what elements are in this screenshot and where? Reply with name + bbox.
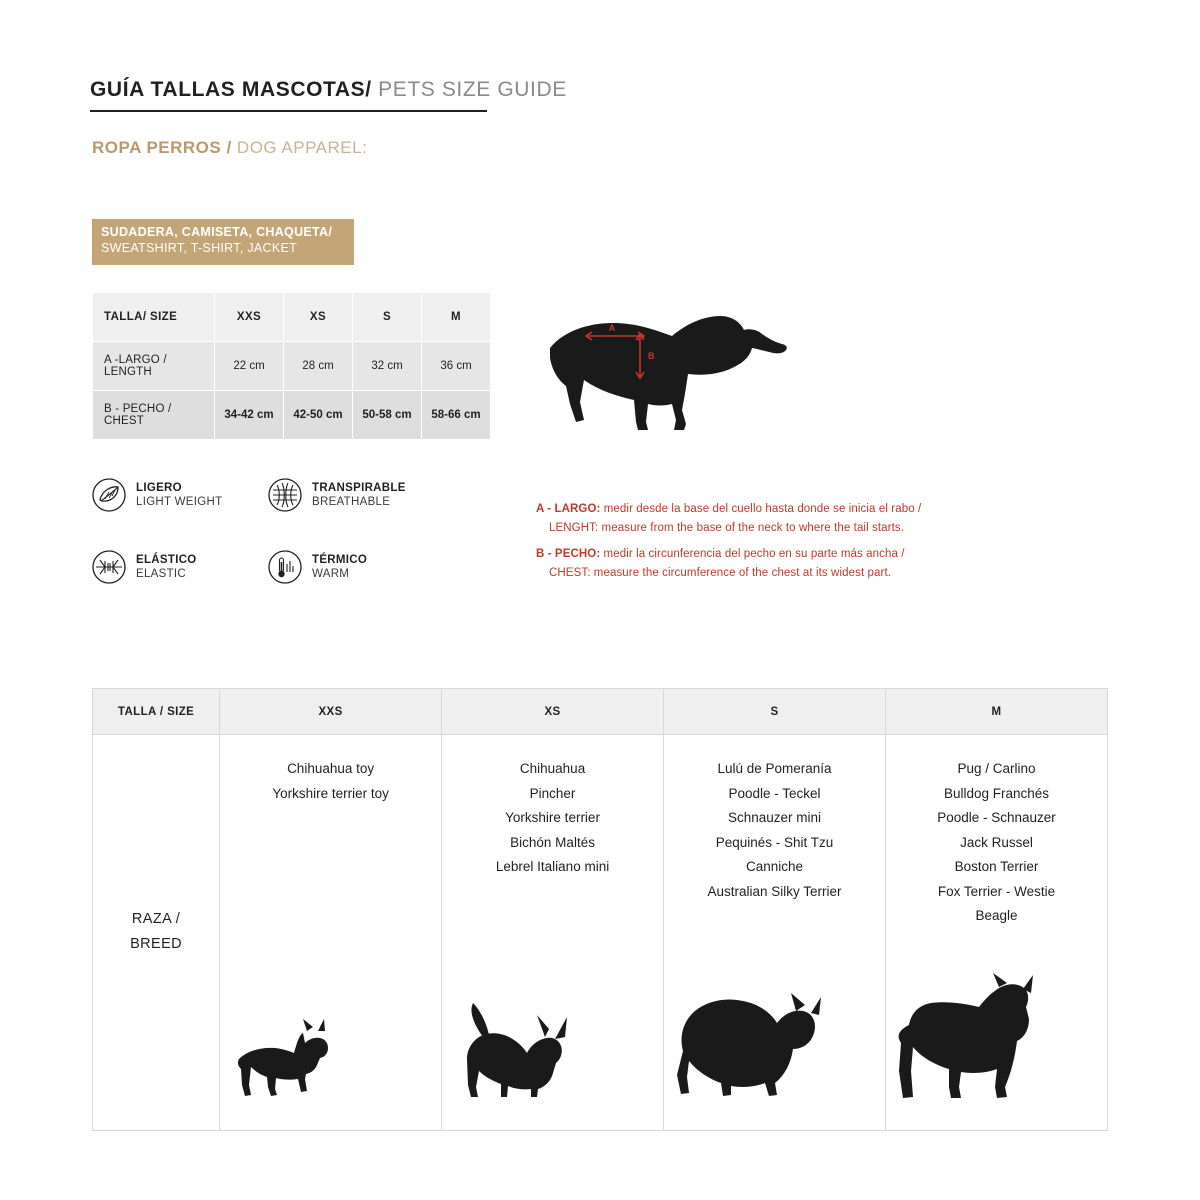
breed-cell-s (664, 735, 886, 1131)
thermometer-icon (268, 550, 302, 584)
breed-col-header-xxs: XXS (220, 689, 442, 735)
elastic-icon (92, 550, 126, 584)
breed-name: Schnauzer mini (727, 810, 822, 825)
breed-row-label (93, 735, 220, 1131)
breed-names-s (665, 757, 884, 904)
col-header-xxs: XXS (215, 293, 284, 342)
breed-row-label-l1: RAZA / (131, 911, 181, 927)
breed-names-m (887, 757, 1106, 929)
breed-name: Pequinés - Shit Tzu (715, 834, 834, 850)
garment-type-es: SUDADERA, CAMISETA, CHAQUETA/ (101, 225, 333, 239)
feature-label-es: ELÁSTICO (136, 554, 197, 566)
section-subtitle-es: ROPA PERROS / (92, 138, 232, 157)
col-header-m: M (422, 293, 491, 342)
breed-name: Poodle - Teckel (728, 785, 821, 801)
breed-table (92, 688, 1108, 1131)
breed-name: Bichón Maltés (510, 834, 595, 850)
legend-a-en-text: LENGHT: measure from the base of the neck to where the tail starts. (549, 522, 905, 534)
breed-table-row (93, 735, 1108, 1131)
breed-name: Canniche (745, 859, 804, 874)
page-title-es: GUÍA TALLAS MASCOTAS/ (90, 78, 372, 101)
feature-warm (268, 550, 367, 584)
breed-col-header-size: TALLA / SIZE (93, 689, 220, 735)
breed-name: Chihuahua (519, 761, 586, 776)
breed-name: Poodle - Schnauzer (937, 810, 1056, 825)
legend-line-a (536, 500, 1056, 519)
breed-name: Beagle (975, 908, 1018, 923)
feature-label-en: ELASTIC (136, 568, 187, 580)
feature-label-es: TRANSPIRABLE (312, 482, 406, 494)
breed-names-xxs (221, 757, 440, 806)
feature-label-es: TÉRMICO (312, 554, 368, 566)
feature-label-en: WARM (312, 568, 350, 580)
breed-name: Boston Terrier (954, 859, 1039, 874)
breed-name: Yorkshire terrier toy (272, 785, 389, 801)
legend-b-bold: B - PECHO: (536, 548, 601, 560)
diagram-label-b: B (648, 351, 655, 361)
feature-elastic (92, 550, 197, 584)
bulldog-silhouette (887, 967, 1106, 1107)
cell-chest-m: 58-66 cm (422, 391, 491, 440)
cell-length-xs: 28 cm (284, 342, 353, 391)
breed-name: Jack Russel (960, 834, 1033, 850)
breed-name: Yorkshire terrier (505, 810, 600, 825)
cell-length-xxs: 22 cm (215, 342, 284, 391)
cell-length-s: 32 cm (353, 342, 422, 391)
measurement-table (92, 292, 491, 440)
feature-light-weight (92, 478, 222, 512)
section-subtitle-en: DOG APPAREL: (231, 138, 368, 157)
breed-col-header-s: S (664, 689, 886, 735)
feature-label-es: LIGERO (136, 482, 182, 494)
cell-chest-xxs: 34-42 cm (215, 391, 284, 440)
mesh-icon (268, 478, 302, 512)
breed-name: Pincher (529, 785, 576, 801)
breed-names-xs (443, 757, 662, 880)
legend-line-b (536, 545, 1056, 564)
col-header-s: S (353, 293, 422, 342)
row-label-chest: B - PECHO / CHEST (93, 391, 215, 440)
page-title-en: PETS SIZE GUIDE (371, 78, 567, 101)
garment-type-en: SWEATSHIRT, T-SHIRT, JACKET (101, 241, 298, 255)
feature-label-en: LIGHT WEIGHT (136, 496, 223, 508)
leaf-icon (92, 478, 126, 512)
papillon-silhouette (443, 997, 662, 1107)
legend-line-a-en (536, 519, 1056, 538)
breed-col-header-m: M (885, 689, 1107, 735)
breed-col-header-xs: XS (442, 689, 664, 735)
breed-name: Pug / Carlino (957, 761, 1036, 776)
row-label-length: A -LARGO / LENGTH (93, 342, 215, 391)
legend-a-bold: A - LARGO: (536, 503, 601, 515)
breed-cell-m (885, 735, 1107, 1131)
legend-line-b-en (536, 564, 1056, 583)
col-header-size: TALLA/ SIZE (93, 293, 215, 342)
section-subtitle (92, 138, 367, 158)
breed-name: Bulldog Franchés (943, 785, 1050, 801)
measurement-diagram (536, 300, 856, 460)
breed-table-header-row (93, 689, 1108, 735)
feature-breathable (268, 478, 406, 512)
breed-row-label-l2: BREED (130, 936, 183, 952)
table-row (93, 391, 491, 440)
breed-name: Fox Terrier - Westie (937, 883, 1056, 899)
feature-label-en: BREATHABLE (312, 496, 391, 508)
diagram-label-a: A (608, 323, 616, 333)
title-divider (90, 110, 487, 112)
breed-name: Lebrel Italiano mini (495, 859, 610, 874)
chihuahua-silhouette (221, 1007, 440, 1107)
table-row (93, 342, 491, 391)
breed-name: Chihuahua toy (287, 761, 375, 776)
table-header-row (93, 293, 491, 342)
breed-cell-xxs (220, 735, 442, 1131)
breed-cell-xs (442, 735, 664, 1131)
garment-type-band (92, 219, 354, 265)
cell-chest-s: 50-58 cm (353, 391, 422, 440)
breed-name: Australian Silky Terrier (707, 883, 842, 899)
col-header-xs: XS (284, 293, 353, 342)
pomeranian-silhouette (665, 977, 884, 1107)
legend-a-text: medir desde la base del cuello hasta donde se inicia el rabo / (600, 503, 922, 515)
breed-name: Lulú de Pomeranía (717, 761, 832, 776)
legend-b-text: medir la circunferencia del pecho en su parte más ancha / (600, 548, 905, 560)
cell-length-m: 36 cm (422, 342, 491, 391)
page-title (90, 78, 790, 110)
legend-b-en-text: CHEST: measure the circumference of the chest at its widest part. (549, 567, 892, 579)
cell-chest-xs: 42-50 cm (284, 391, 353, 440)
measurement-legend (536, 500, 1056, 583)
